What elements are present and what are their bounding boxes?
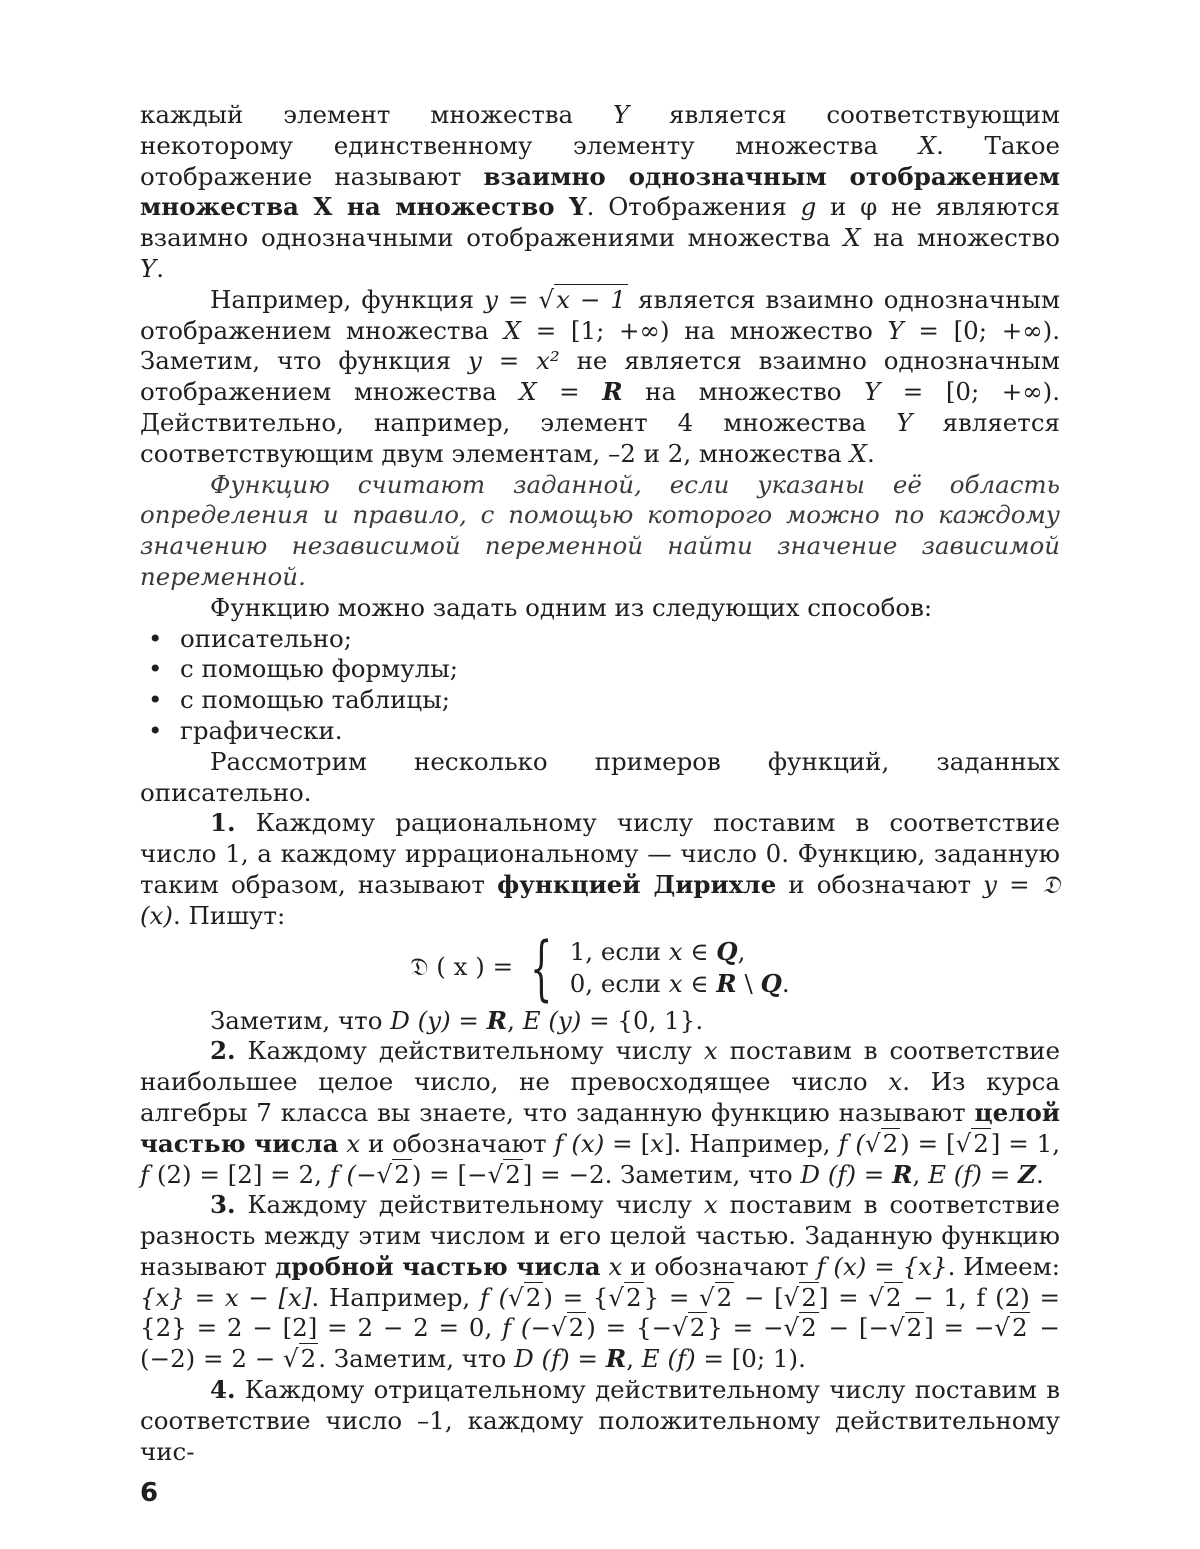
paragraph-mapping-definition: каждый элемент множества Y является соответствующим некоторому единственному элементу множества X. Такое отображение называют взаимно однозначным отображением множества X на множество Y. Отображения g и φ не являются взаимно однозначными отображениями множества X на множество Y. [140, 100, 1061, 283]
paragraph-sqrt-example: Например, функция y = √x − 1 является взаимно однозначным отображением множества X = [1; +∞) на множество Y = [0; +∞). Заметим, что функция y = x² не является взаимно однозначным отображением множества X = R на множество Y = [0; +∞). Действительно, например, элемент 4 множества Y является соответствующим двум элементам, –2 и 2, множества X. [140, 284, 1061, 468]
list-item: • с помощью таблицы; [180, 685, 1060, 716]
ways-list [140, 624, 1060, 747]
formula-lhs: 𝔇 ( x ) = [410, 952, 514, 982]
brace-symbol: { [530, 926, 553, 1009]
term-dirichlet: функцией Дирихле [497, 869, 777, 899]
sqrt-sign: √ [955, 1128, 972, 1158]
formula-case-rational: 1, если x ∈ Q, [569, 936, 746, 966]
sqrt-sign: √ [994, 1313, 1011, 1343]
term-bijection: взаимно однозначным отображением множества X на множество Y [140, 161, 1060, 222]
term-integer-part: целой частью числа [140, 1097, 1060, 1158]
sqrt-sign: √ [699, 1282, 715, 1312]
sqrt-sign: √ [864, 1128, 881, 1158]
sqrt-sign: √ [551, 1313, 567, 1343]
paragraph-ways-intro: Функцию можно задать одним из следующих способов: [210, 592, 933, 622]
list-item: • с помощью формулы; [180, 654, 1060, 685]
sqrt-sign: √ [783, 1282, 800, 1312]
sqrt-sign: √ [783, 1313, 800, 1343]
term-fractional-part: дробной частью числа [274, 1251, 601, 1281]
paragraph-function-definition: Функцию считают заданной, если указаны её область определения и правило, с помощью которого можно по каждому значению независимой переменной найти значение зависимой переменной. [140, 469, 1060, 591]
example-1-dirichlet: 1. Каждому рациональному числу поставим в соответствие число 1, а каждому иррациональному — число 0. Функцию, заданную таким образом, называют функцией Дирихле и обозначают y = 𝔇 (x). Пишут: [140, 808, 1061, 930]
paragraph-dirichlet-domain: Заметим, что D (y) = R, E (y) = {0, 1}. [210, 1005, 704, 1035]
sqrt-sign: √ [376, 1159, 393, 1189]
page-content [140, 100, 1060, 1467]
formula-case-irrational: 0, если x ∈ R \ Q. [569, 968, 790, 998]
formula-cases [570, 936, 790, 1000]
sqrt-sign: √ [608, 1282, 624, 1312]
sqrt-sign: √ [868, 1282, 884, 1312]
paragraph-examples-intro: Рассмотрим несколько примеров функций, заданных описательно. [140, 746, 1060, 807]
sqrt-sign: √ [672, 1313, 688, 1343]
sqrt-sign: √ [283, 1344, 299, 1374]
sqrt-sign: √ [508, 1282, 524, 1312]
sqrt-sign: √ [487, 1159, 504, 1189]
list-item: • описательно; [180, 624, 1060, 655]
sqrt-sign: √ [888, 1313, 905, 1343]
page-number: 6 [140, 1478, 159, 1508]
dirichlet-formula [140, 926, 1060, 1009]
example-2-integer-part: 2. Каждому действительному числу x поставим в соответствие наибольшее целое число, не превосходящее число x. Из курса алгебры 7 класса вы знаете, что заданную функцию называют целой частью числа x и обозначают f (x) = [x]. Например, f (√2) = [√2] = 1, f (2) = [2] = 2, f (−√2) = [−√2] = −2. Заметим, что D (f) = R, E (f) = Z. [140, 1036, 1061, 1189]
sqrt-sign: √ [538, 284, 555, 314]
example-3-fractional-part: 3. Каждому действительному числу x поставим в соответствие разность между этим числом и его целой частью. Заданную функцию называют дробной частью числа x и обозначают f (x) = {x}. Имеем: {x} = x − [x]. Например, f (√2) = {√2} = √2 − [√2] = √2 − 1, f (2) = {2} = 2 − [2] = 2 − 2 = 0, f (−√2) = {−√2} = −√2 − [−√2] = −√2 − (−2) = 2 − √2. Заметим, что D (f) = R, E (f) = [0; 1). [140, 1190, 1060, 1374]
example-4-sign: 4. Каждому отрицательному действительному числу поставим в соответствие число –1, каждому положительному действительному чис- [140, 1375, 1060, 1466]
list-item: • графически. [180, 716, 1060, 747]
